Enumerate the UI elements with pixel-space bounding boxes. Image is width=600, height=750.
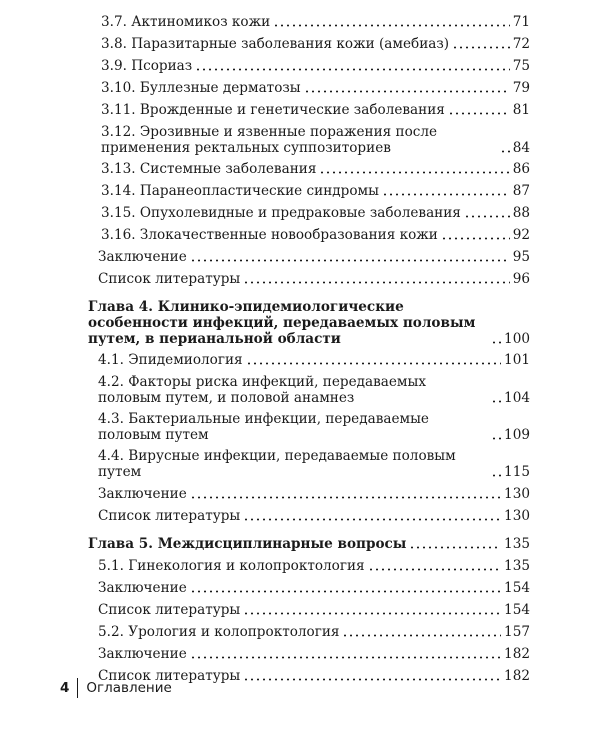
toc-entry-page: 72 [512, 36, 530, 52]
toc-entry[interactable] [78, 124, 530, 156]
toc-entry[interactable] [78, 448, 530, 480]
page-footer [60, 678, 172, 698]
table-of-contents [78, 0, 530, 690]
toc-entry[interactable] [78, 486, 530, 502]
toc-entry-page: 130 [504, 486, 530, 502]
leader-dots [243, 518, 501, 521]
toc-entry-label: 5.1. Гинекология и колопроктология [98, 558, 365, 574]
toc-entry-label: 3.14. Паранеопластические синдромы [101, 183, 379, 199]
toc-entry-label: 4.3. Бактериальные инфекции, передаваемые половым путем [98, 411, 429, 443]
toc-entry-label: Заключение [98, 580, 187, 596]
toc-entry[interactable] [78, 580, 530, 596]
toc-entry[interactable] [78, 411, 530, 443]
toc-entry-page: 88 [512, 205, 530, 221]
toc-entry[interactable] [78, 624, 530, 640]
leader-dots [319, 171, 509, 174]
toc-entry-label: 3.10. Буллезные дерматозы [101, 80, 301, 96]
toc-entry-label: 3.13. Системные заболевания [101, 161, 317, 177]
leader-dots [448, 112, 510, 115]
leader-dots [342, 634, 501, 637]
toc-entry-page: 75 [512, 58, 530, 74]
toc-entry[interactable] [78, 183, 530, 199]
toc-entry-page: 71 [512, 14, 530, 30]
leader-dots [304, 90, 510, 93]
toc-entry-label: 5.2. Урология и колопроктология [98, 624, 340, 640]
toc-entry-label: 3.12. Эрозивные и язвенные поражения после применения ректальных суппозиториев [101, 124, 438, 156]
leader-dots [491, 437, 501, 440]
leader-dots [500, 150, 510, 153]
toc-entry-page: 157 [504, 624, 530, 640]
toc-chapter-entry[interactable] [78, 299, 530, 347]
toc-entry[interactable] [78, 205, 530, 221]
leader-dots [243, 281, 509, 284]
toc-entry[interactable] [78, 249, 530, 265]
toc-entry-page: 86 [512, 161, 530, 177]
leader-dots [441, 237, 510, 240]
toc-entry-label: 3.16. Злокачественные новообразования кожи [101, 227, 438, 243]
toc-entry-label: Заключение [98, 249, 187, 265]
toc-entry-label: 3.8. Паразитарные заболевания кожи (амебиаз) [101, 36, 450, 52]
toc-entry-page: 115 [504, 464, 530, 480]
leader-dots [464, 215, 510, 218]
leader-dots [190, 656, 501, 659]
toc-entry[interactable] [78, 374, 530, 406]
toc-entry-page: 104 [504, 390, 530, 406]
toc-entry-label: Список литературы [98, 668, 241, 684]
leader-dots [190, 590, 501, 593]
toc-entry-page: 135 [504, 536, 530, 552]
toc-entry[interactable] [78, 602, 530, 618]
section-title: Оглавление [86, 680, 172, 696]
toc-entry-label: 3.9. Псориаз [101, 58, 193, 74]
toc-entry-page: 87 [512, 183, 530, 199]
toc-entry[interactable] [78, 271, 530, 287]
toc-entry-page: 95 [512, 249, 530, 265]
footer-divider [77, 678, 78, 698]
toc-entry-label: Глава 5. Междисциплинарные вопросы [88, 536, 407, 552]
leader-dots [190, 259, 510, 262]
toc-chapter-entry[interactable] [78, 536, 530, 552]
toc-entry[interactable] [78, 80, 530, 96]
toc-entry[interactable] [78, 14, 530, 30]
toc-entry-page: 81 [512, 102, 530, 118]
toc-entry-page: 182 [504, 646, 530, 662]
leader-dots [243, 678, 501, 681]
leader-dots [273, 24, 510, 27]
toc-entry-page: 135 [504, 558, 530, 574]
toc-entry-page: 79 [512, 80, 530, 96]
toc-entry-label: 3.15. Опухолевидные и предраковые заболевания [101, 205, 461, 221]
leader-dots [246, 362, 501, 365]
toc-entry[interactable] [78, 58, 530, 74]
toc-entry[interactable] [78, 352, 530, 368]
toc-entry-label: Список литературы [98, 508, 241, 524]
toc-entry-page: 101 [504, 352, 530, 368]
toc-entry-page: 96 [512, 271, 530, 287]
toc-entry-page: 154 [504, 580, 530, 596]
toc-entry[interactable] [78, 646, 530, 662]
toc-entry-label: Глава 4. Клинико-эпидемиологические особенности инфекций, передаваемых половым путем, в перианальной области [88, 299, 476, 347]
leader-dots [491, 400, 501, 403]
toc-entry-page: 100 [504, 331, 530, 347]
leader-dots [452, 46, 510, 49]
leader-dots [491, 341, 501, 344]
toc-entry[interactable] [78, 161, 530, 177]
toc-entry-label: Заключение [98, 646, 187, 662]
toc-entry[interactable] [78, 102, 530, 118]
toc-entry-label: 4.4. Вирусные инфекции, передаваемые половым путем [98, 448, 456, 480]
toc-entry-page: 130 [504, 508, 530, 524]
toc-entry-label: Заключение [98, 486, 187, 502]
toc-entry-label: Список литературы [98, 602, 241, 618]
toc-entry[interactable] [78, 508, 530, 524]
leader-dots [195, 68, 509, 71]
toc-entry-page: 84 [512, 140, 530, 156]
leader-dots [368, 568, 501, 571]
toc-entry-page: 154 [504, 602, 530, 618]
leader-dots [243, 612, 501, 615]
toc-entry[interactable] [78, 558, 530, 574]
leader-dots [190, 496, 501, 499]
toc-entry-label: 4.2. Факторы риска инфекций, передаваемых половым путем, и половой анамнез [98, 374, 426, 406]
page-number: 4 [60, 680, 70, 696]
leader-dots [491, 474, 501, 477]
toc-entry-label: Список литературы [98, 271, 241, 287]
toc-entry-page: 182 [504, 668, 530, 684]
toc-entry-label: 3.11. Врожденные и генетические заболевания [101, 102, 445, 118]
toc-entry-label: 3.7. Актиномикоз кожи [101, 14, 271, 30]
toc-entry-label: 4.1. Эпидемиология [98, 352, 243, 368]
toc-entry-page: 109 [504, 427, 530, 443]
leader-dots [409, 546, 501, 549]
toc-entry[interactable] [78, 36, 530, 52]
toc-entry[interactable] [78, 227, 530, 243]
toc-entry-page: 92 [512, 227, 530, 243]
leader-dots [382, 193, 510, 196]
